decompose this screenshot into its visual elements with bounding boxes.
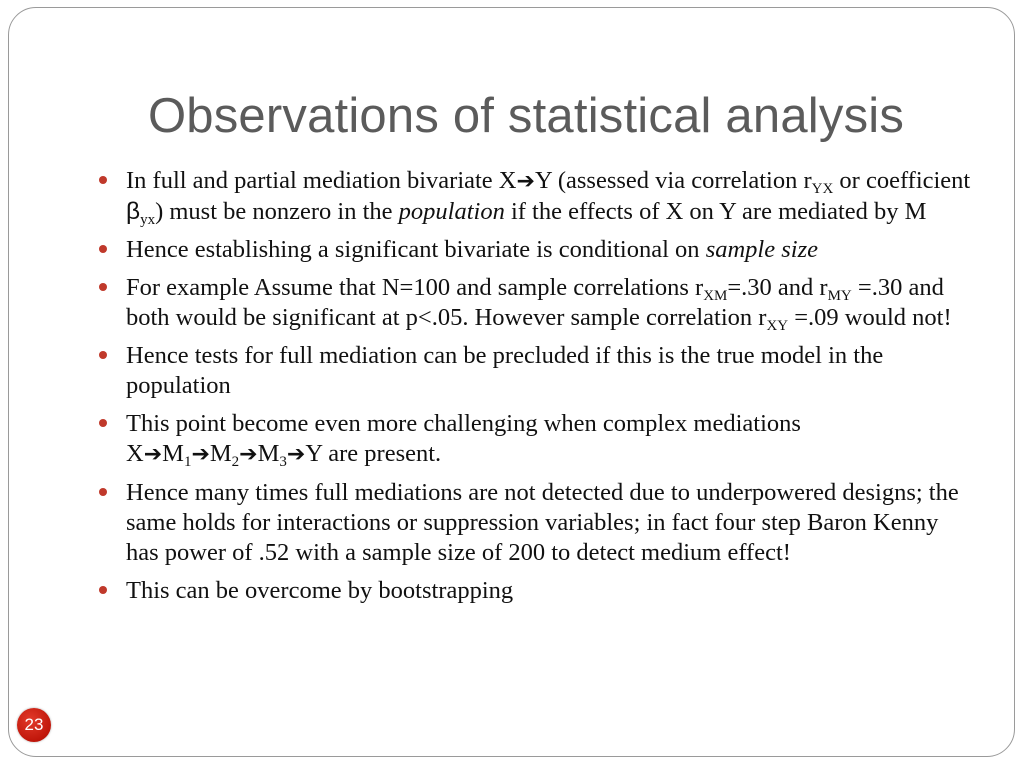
bullet-text: This can be overcome by bootstrapping <box>126 577 514 604</box>
bullet-dot-icon <box>99 488 107 496</box>
bullet-list <box>96 166 976 614</box>
emphasis-text: sample size <box>705 236 818 263</box>
subscript: MY <box>827 288 852 304</box>
bullet-text: Hence establishing a significant bivariate is conditional on <box>126 236 706 263</box>
right-arrow-icon: ➔ <box>286 442 306 467</box>
emphasis-text: population <box>398 198 505 225</box>
bullet-text: =.09 would not! <box>788 304 952 331</box>
subscript: XY <box>766 318 789 334</box>
right-arrow-icon: ➔ <box>516 169 535 194</box>
mediator-label: M <box>257 440 280 467</box>
bullet-item-2 <box>96 235 976 265</box>
bullet-dot-icon <box>99 176 107 184</box>
right-arrow-icon: ➔ <box>191 442 210 467</box>
mediator-label: M <box>209 440 232 467</box>
bullet-item-3 <box>96 273 976 333</box>
bullet-text: =.30 and both would be significant at p<.05. However sample correlation r <box>126 274 944 331</box>
bullet-text: or coefficient <box>839 167 971 194</box>
subscript: XM <box>703 288 728 304</box>
subscript: 1 <box>183 454 192 470</box>
subscript: 2 <box>231 454 240 470</box>
bullet-text: For example Assume that N=100 and sample correlations r <box>126 274 704 301</box>
bullet-item-6 <box>96 478 976 568</box>
slide-title: Observations of statistical analysis <box>147 89 905 143</box>
bullet-item-4 <box>96 341 976 401</box>
bullet-text: Hence many times full mediations are not detected due to underpowered designs; the same holds for interactions or suppression variables; in fact four step Baron Kenny has power of .52 with a sample size of 200 to detect medium effect! <box>126 479 959 566</box>
mediator-label: M <box>162 440 184 467</box>
bullet-item-5 <box>96 409 976 470</box>
bullet-text: In full and partial mediation bivariate X <box>126 167 517 194</box>
bullet-text: This point become even more challenging when complex mediations X <box>126 410 801 467</box>
bullet-dot-icon <box>99 245 107 253</box>
bullet-text: if the effects of X on Y are mediated by M <box>504 198 927 225</box>
bullet-dot-icon <box>99 351 107 359</box>
bullet-item-7 <box>96 576 976 606</box>
subscript: YX <box>811 181 834 197</box>
bullet-item-1 <box>96 166 976 227</box>
right-arrow-icon: ➔ <box>239 442 258 467</box>
subscript: 3 <box>279 454 287 470</box>
bullet-dot-icon <box>99 419 107 427</box>
bullet-text: Y are present. <box>305 440 442 467</box>
right-arrow-icon: ➔ <box>143 442 163 467</box>
bullet-dot-icon <box>99 586 107 594</box>
bullet-text: Y (assessed via correlation r <box>534 167 812 194</box>
bullet-text: ) must be nonzero in the <box>155 198 399 225</box>
bullet-text: =.30 and r <box>727 274 828 301</box>
bullet-dot-icon <box>99 283 107 291</box>
subscript: yx <box>140 212 156 228</box>
bullet-text: Hence tests for full mediation can be precluded if this is the true model in the population <box>126 342 884 399</box>
page-number-badge: 23 <box>17 708 51 742</box>
beta-symbol: β <box>126 198 141 225</box>
